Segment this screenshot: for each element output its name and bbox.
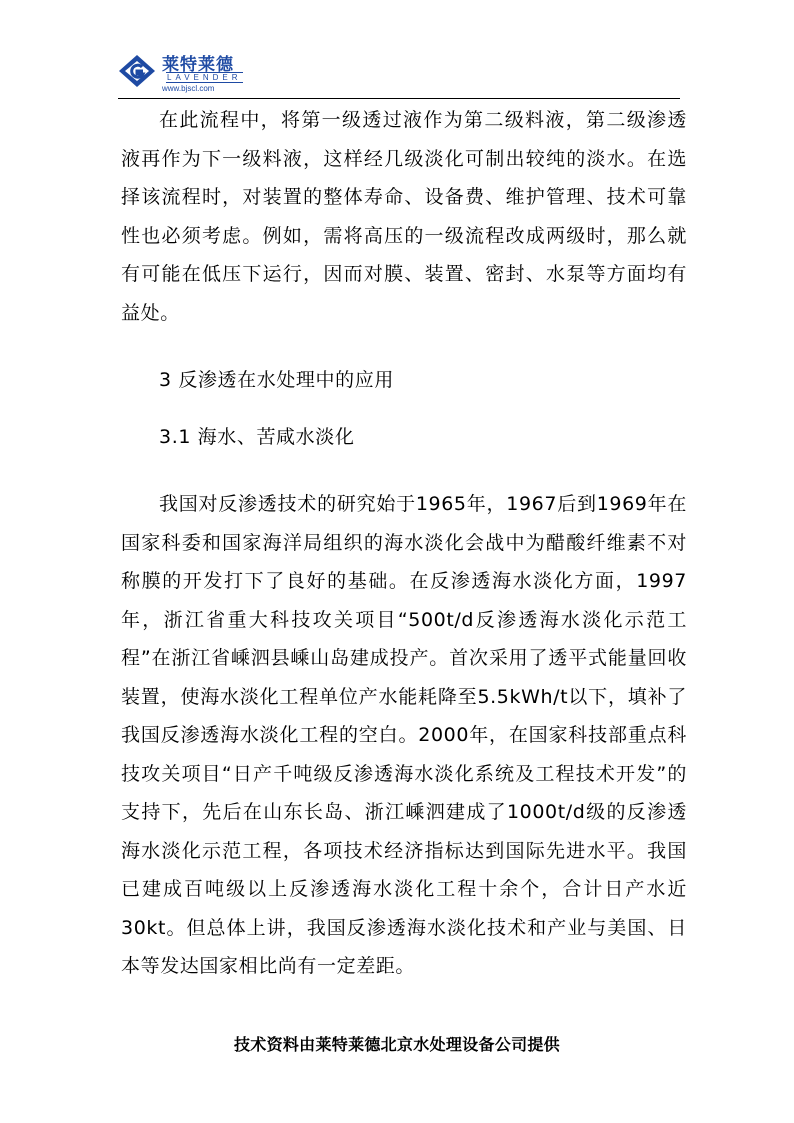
spacer: [121, 332, 687, 361]
logo-brand-cn: 莱特莱德: [162, 55, 234, 75]
page-footer: 技术资料由莱特莱德北京水处理设备公司提供: [233, 1035, 560, 1054]
section-heading-3: 3 反渗透在水处理中的应用: [159, 369, 394, 391]
company-logo-icon: [118, 54, 156, 88]
section-heading-3-1: 3.1 海水、苦咸水淡化: [159, 425, 355, 448]
paragraph-process-flow: 在此流程中，将第一级透过液作为第二级料液，第二级渗透液再作为下一级料液，这样经几级淡化可制出较纯的淡水。在选择该流程时，对装置的整体寿命、设备费、维护管理、技术可靠性也必须考虑。例如，需将高压的一级流程改成两级时，那么就有可能在低压下运行，因而对膜、装置、密封、水泵等方面均有益处。: [121, 109, 687, 324]
spacer: [121, 456, 687, 485]
spacer: [121, 400, 687, 418]
logo-brand-en: LAVENDER: [167, 73, 242, 82]
logo-url: www.bjscl.com: [162, 84, 215, 93]
paragraph-desalination: 我国对反渗透技术的研究始于1965年，1967后到1969年在国家科委和国家海洋局组织的海水淡化会战中为醋酸纤维素不对称膜的开发打下了良好的基础。在反渗透海水淡化方面，1997年，浙江省重大科技攻关项目“500t/d反渗透海水淡化示范工程”在浙江省嵊泗县嵊山岛建成投产。首次采用了透平式能量回收装置，使海水淡化工程单位产水能耗降至5.5kWh/t以下，填补了我国反渗透海水淡化工程的空白。2000年，在国家科技部重点科技攻关项目“日产千吨级反渗透海水淡化系统及工程技术开发”的支持下，先后在山东长岛、浙江嵊泗建成了1000t/d级的反渗透海水淡化示范工程，各项技术经济指标达到国际先进水平。我国已建成百吨级以上反渗透海水淡化工程十余个，合计日产水近30kt。但总体上讲，我国反渗透海水淡化技术和产业与美国、日本等发达国家相比尚有一定差距。: [121, 493, 687, 977]
document-body: [121, 101, 687, 986]
page-header: [118, 48, 680, 99]
